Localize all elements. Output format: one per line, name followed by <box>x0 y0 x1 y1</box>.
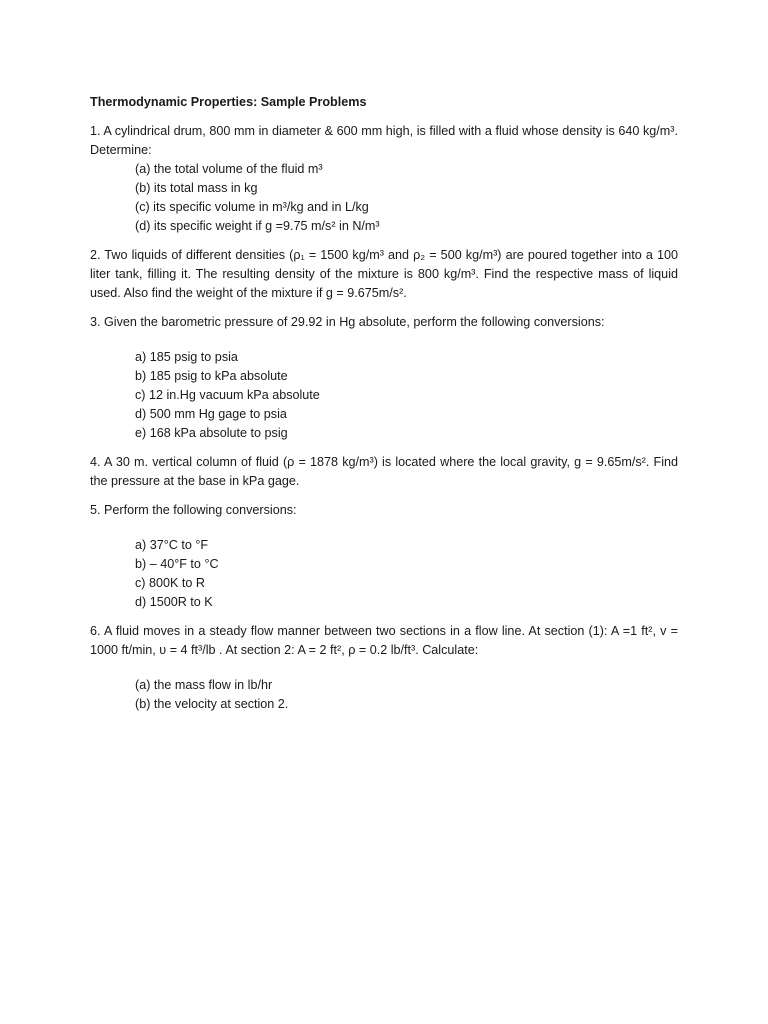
list-item: c) 800K to R <box>135 576 205 590</box>
problem-3-items <box>135 348 678 443</box>
list-item: a) 37°C to °F <box>135 538 209 552</box>
list-item: d) 1500R to K <box>135 595 213 609</box>
list-item: c) 12 in.Hg vacuum kPa absolute <box>135 388 320 402</box>
problem-1-text: 1. A cylindrical drum, 800 mm in diameter & 600 mm high, is filled with a fluid whose density is 640 kg/m³. Determine: <box>90 124 678 157</box>
list-item: (c) its specific volume in m³/kg and in L/kg <box>135 200 369 214</box>
list-item: b) 185 psig to kPa absolute <box>135 369 288 383</box>
problem-6-text: 6. A fluid moves in a steady flow manner between two sections in a flow line. At section (1): A =1 ft², v = 1000 ft/min, υ = 4 ft³/lb . At section 2: A = 2 ft², ρ = 0.2 lb/ft³. Calculate: <box>90 624 678 657</box>
list-item: e) 168 kPa absolute to psig <box>135 426 288 440</box>
problem-4-text: 4. A 30 m. vertical column of fluid (ρ = 1878 kg/m³) is located where the local gravity, g = 9.65m/s². Find the pressure at the base in kPa gage. <box>90 455 678 488</box>
list-item: (a) the total volume of the fluid m³ <box>135 162 323 176</box>
list-item: (d) its specific weight if g =9.75 m/s² in N/m³ <box>135 219 380 233</box>
document-body <box>90 93 678 724</box>
list-item: (a) the mass flow in lb/hr <box>135 678 273 692</box>
problem-2-text: 2. Two liquids of different densities (ρ₁ = 1500 kg/m³ and ρ₂ = 500 kg/m³) are poured together into a 100 liter tank, filling it. The resulting density of the mixture is 800 kg/m³. Find the respective mass of liquid used. Also find the weight of the mixture if g = 9.675m/s². <box>90 248 678 300</box>
list-item: b) – 40°F to °C <box>135 557 219 571</box>
list-item: d) 500 mm Hg gage to psia <box>135 407 287 421</box>
document-title: Thermodynamic Properties: Sample Problems <box>90 95 367 109</box>
list-item: (b) the velocity at section 2. <box>135 697 289 711</box>
problem-5-text: 5. Perform the following conversions: <box>90 503 297 517</box>
problem-6-items <box>135 676 678 714</box>
problem-3-text: 3. Given the barometric pressure of 29.92 in Hg absolute, perform the following conversions: <box>90 315 605 329</box>
list-item: (b) its total mass in kg <box>135 181 258 195</box>
list-item: a) 185 psig to psia <box>135 350 238 364</box>
problem-1-items <box>135 160 678 236</box>
problem-5-items <box>135 536 678 612</box>
